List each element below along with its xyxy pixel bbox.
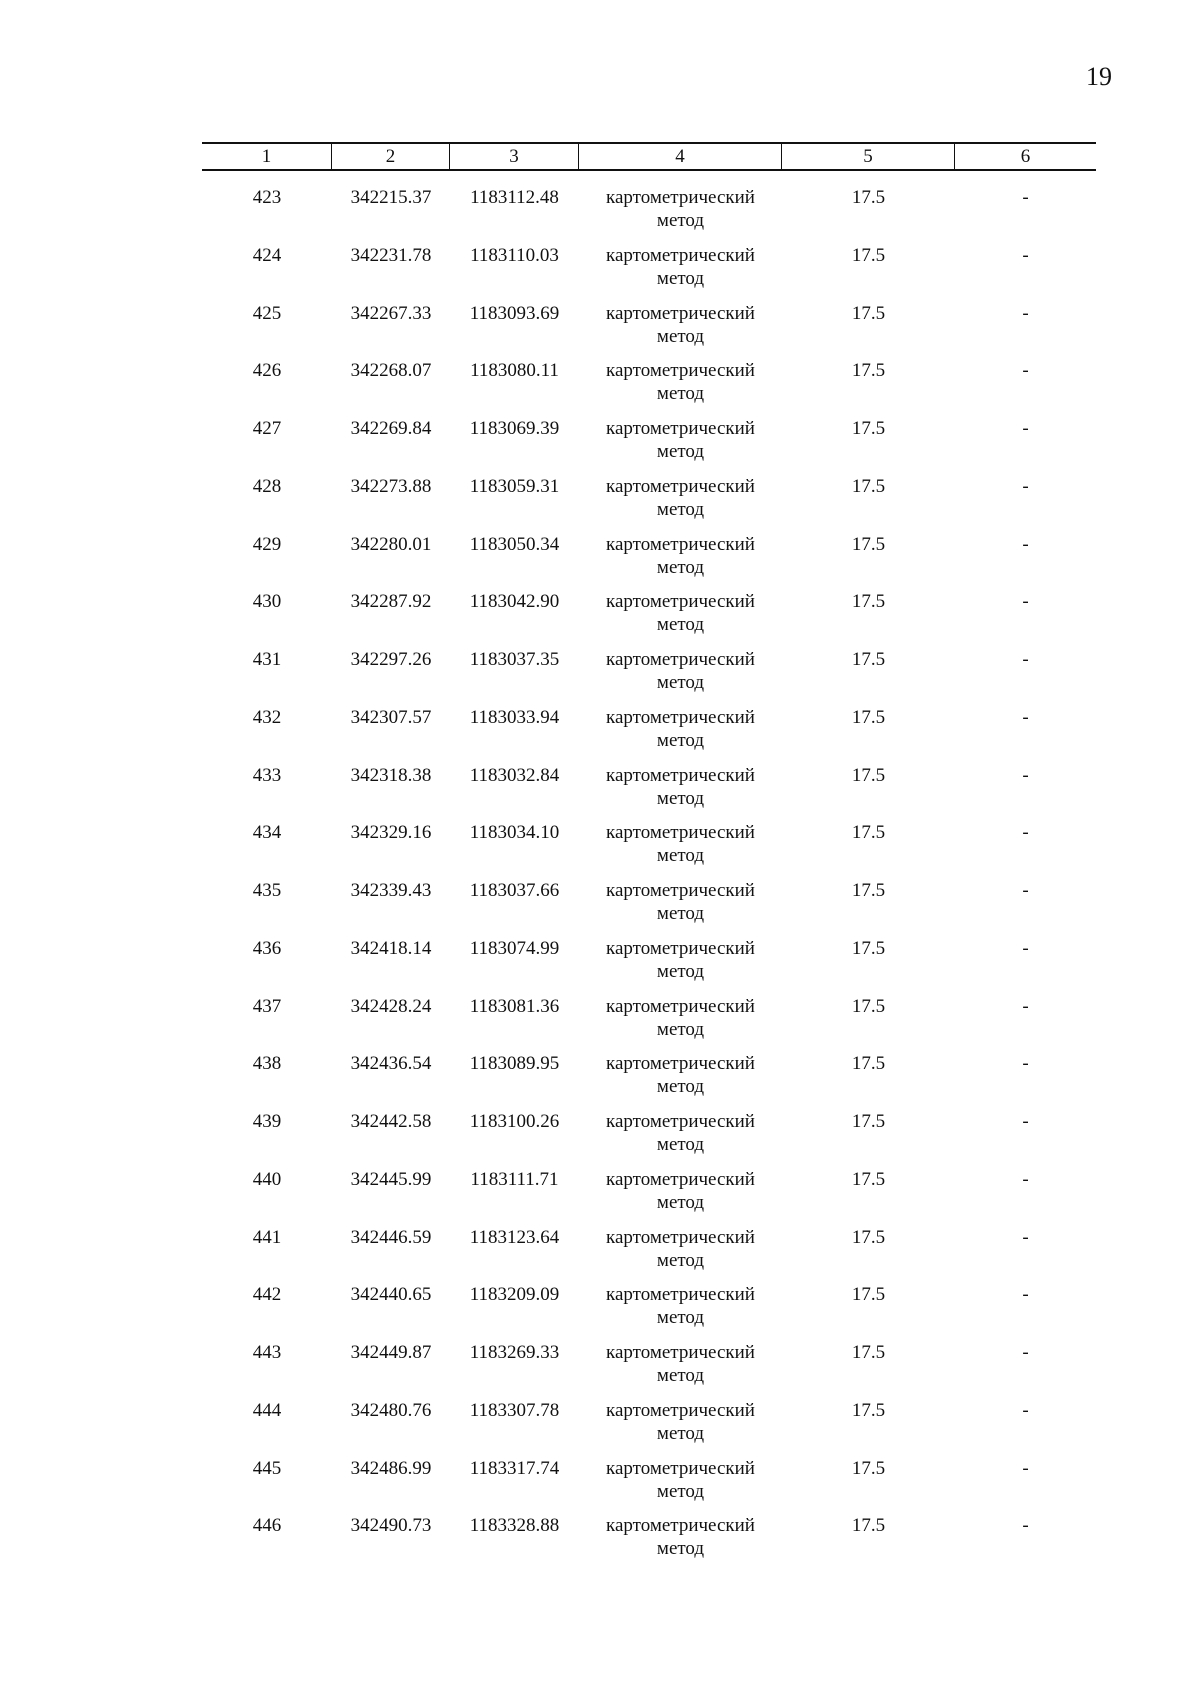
method-line-1: картометрический xyxy=(606,764,755,786)
coordinate-y-cell: 1183069.39 xyxy=(469,418,560,439)
coordinate-x-cell: 342280.01 xyxy=(350,533,432,555)
method-cell xyxy=(579,302,782,360)
accuracy-cell: 17.5 xyxy=(851,995,886,1017)
accuracy-cell: 17.5 xyxy=(851,706,886,728)
accuracy-cell: 17.5 xyxy=(851,1111,886,1132)
method-line-2: метод xyxy=(656,267,705,289)
coordinate-x-cell: 342486.99 xyxy=(350,1457,432,1479)
coordinate-x-cell: 342339.43 xyxy=(350,880,432,901)
method-line-1: картометрический xyxy=(606,880,755,901)
coordinate-x-cell: 342329.16 xyxy=(350,822,432,844)
method-line-1: картометрический xyxy=(606,1457,755,1479)
method-line-2: метод xyxy=(656,1307,705,1329)
method-cell xyxy=(579,706,782,764)
coordinate-x-cell: 342490.73 xyxy=(350,1515,432,1537)
point-number-cell: 445 xyxy=(252,1457,282,1479)
note-cell: - xyxy=(1022,360,1029,382)
method-line-2: метод xyxy=(656,1422,705,1444)
note-cell: - xyxy=(1022,1168,1029,1190)
accuracy-cell: 17.5 xyxy=(851,1284,886,1306)
coordinate-x-cell: 342446.59 xyxy=(350,1226,432,1248)
note-cell: - xyxy=(1022,764,1029,786)
point-number-cell: 429 xyxy=(252,533,282,555)
note-cell: - xyxy=(1022,187,1029,208)
note-cell: - xyxy=(1022,1284,1029,1306)
coordinate-x-cell: 342268.07 xyxy=(350,360,432,382)
coordinate-x-cell: 342442.58 xyxy=(350,1111,432,1132)
point-number-cell: 433 xyxy=(252,764,282,786)
note-cell: - xyxy=(1022,475,1029,497)
method-cell xyxy=(579,995,782,1053)
table-row xyxy=(202,359,1096,417)
method-line-2: метод xyxy=(656,960,705,982)
method-line-2: метод xyxy=(656,672,705,693)
table-row xyxy=(202,1226,1096,1284)
coordinate-x-cell: 342267.33 xyxy=(350,302,432,324)
column-header-2: 2 xyxy=(332,144,450,169)
coordinate-y-cell: 1183317.74 xyxy=(469,1457,560,1479)
table-row xyxy=(202,1110,1096,1168)
point-number-cell: 446 xyxy=(252,1515,282,1537)
method-cell xyxy=(579,937,782,995)
method-line-1: картометрический xyxy=(606,244,755,266)
table-row xyxy=(202,1168,1096,1226)
point-number-cell: 430 xyxy=(252,591,282,613)
note-cell: - xyxy=(1022,533,1029,555)
point-number-cell: 428 xyxy=(252,475,282,497)
accuracy-cell: 17.5 xyxy=(851,1226,886,1248)
table-row xyxy=(202,995,1096,1053)
coordinate-y-cell: 1183032.84 xyxy=(469,764,560,786)
table-row xyxy=(202,302,1096,360)
coordinate-x-cell: 342428.24 xyxy=(350,995,432,1017)
method-line-2: метод xyxy=(656,1191,705,1213)
note-cell: - xyxy=(1022,1399,1029,1421)
table-row xyxy=(202,1514,1096,1572)
accuracy-cell: 17.5 xyxy=(851,649,886,670)
accuracy-cell: 17.5 xyxy=(851,1053,886,1075)
point-number-cell: 443 xyxy=(252,1342,282,1363)
method-line-1: картометрический xyxy=(606,1053,755,1075)
column-header-6: 6 xyxy=(1020,146,1031,167)
page-number: 19 xyxy=(1086,62,1112,91)
table-row xyxy=(202,937,1096,995)
accuracy-cell: 17.5 xyxy=(851,1515,886,1537)
coordinate-y-cell: 1183033.94 xyxy=(469,706,560,728)
method-line-2: метод xyxy=(656,729,705,751)
coordinate-x-cell: 342287.92 xyxy=(350,591,432,613)
method-line-1: картометрический xyxy=(606,1399,755,1421)
method-line-2: метод xyxy=(656,1249,705,1271)
table-body xyxy=(202,186,1096,1572)
coordinate-y-cell: 1183059.31 xyxy=(469,475,560,497)
point-number-cell: 426 xyxy=(252,360,282,382)
note-cell: - xyxy=(1022,1226,1029,1248)
method-line-2: метод xyxy=(656,556,705,578)
column-header-1: 1 xyxy=(202,144,332,169)
table-row xyxy=(202,1399,1096,1457)
table-row xyxy=(202,1052,1096,1110)
column-header-5: 5 xyxy=(782,144,955,169)
point-number-cell: 427 xyxy=(252,418,282,439)
point-number-cell: 435 xyxy=(252,880,282,901)
table-row xyxy=(202,417,1096,475)
accuracy-cell: 17.5 xyxy=(851,1457,886,1479)
table-row xyxy=(202,764,1096,822)
point-number-cell: 424 xyxy=(252,244,282,266)
table-row xyxy=(202,821,1096,879)
coordinate-y-cell: 1183081.36 xyxy=(469,995,560,1017)
note-cell: - xyxy=(1022,706,1029,728)
table-row xyxy=(202,706,1096,764)
note-cell: - xyxy=(1022,822,1029,844)
coordinate-x-cell: 342273.88 xyxy=(350,475,432,497)
note-cell: - xyxy=(1022,1111,1029,1132)
method-line-1: картометрический xyxy=(606,1284,755,1306)
accuracy-cell: 17.5 xyxy=(851,1342,886,1363)
coordinate-y-cell: 1183034.10 xyxy=(469,822,560,844)
accuracy-cell: 17.5 xyxy=(851,764,886,786)
note-cell: - xyxy=(1022,1457,1029,1479)
accuracy-cell: 17.5 xyxy=(851,187,886,208)
accuracy-cell: 17.5 xyxy=(851,822,886,844)
coordinate-x-cell: 342440.65 xyxy=(350,1284,432,1306)
coordinate-y-cell: 1183269.33 xyxy=(469,1342,560,1363)
method-line-1: картометрический xyxy=(606,302,755,324)
coordinate-y-cell: 1183093.69 xyxy=(469,302,560,324)
method-line-2: метод xyxy=(656,210,705,231)
method-cell xyxy=(579,359,782,417)
accuracy-cell: 17.5 xyxy=(851,937,886,959)
method-line-2: метод xyxy=(656,1018,705,1040)
method-line-2: метод xyxy=(656,1538,705,1560)
note-cell: - xyxy=(1022,1515,1029,1537)
method-line-2: метод xyxy=(656,1076,705,1098)
accuracy-cell: 17.5 xyxy=(851,1168,886,1190)
coordinate-y-cell: 1183112.48 xyxy=(470,187,559,208)
note-cell: - xyxy=(1022,1053,1029,1075)
point-number-cell: 423 xyxy=(252,187,282,208)
table-row xyxy=(202,1283,1096,1341)
method-cell xyxy=(579,244,782,302)
coordinate-y-cell: 1183100.26 xyxy=(469,1111,560,1132)
method-line-1: картометрический xyxy=(606,533,755,555)
accuracy-cell: 17.5 xyxy=(851,533,886,555)
method-cell xyxy=(579,1514,782,1572)
coordinate-x-cell: 342269.84 xyxy=(350,418,432,439)
method-cell xyxy=(579,879,782,937)
method-cell xyxy=(579,417,782,475)
coordinate-y-cell: 1183123.64 xyxy=(469,1226,560,1248)
method-cell xyxy=(579,186,782,244)
table-row xyxy=(202,648,1096,706)
method-line-2: метод xyxy=(656,441,705,462)
method-line-1: картометрический xyxy=(606,1515,755,1537)
method-line-2: метод xyxy=(656,325,705,347)
table-row xyxy=(202,1457,1096,1515)
table-row xyxy=(202,533,1096,591)
coordinate-x-cell: 342418.14 xyxy=(350,937,432,959)
method-line-1: картометрический xyxy=(606,1111,755,1132)
method-line-1: картометрический xyxy=(606,187,755,208)
method-cell xyxy=(579,1168,782,1226)
method-line-1: картометрический xyxy=(606,591,755,613)
method-cell xyxy=(579,590,782,648)
coordinate-x-cell: 342436.54 xyxy=(350,1053,432,1075)
method-line-1: картометрический xyxy=(606,1342,755,1363)
method-line-1: картометрический xyxy=(606,706,755,728)
coordinate-y-cell: 1183050.34 xyxy=(469,533,560,555)
table-row xyxy=(202,879,1096,937)
note-cell: - xyxy=(1022,937,1029,959)
point-number-cell: 432 xyxy=(252,706,282,728)
note-cell: - xyxy=(1022,649,1029,670)
method-cell xyxy=(579,1341,782,1399)
method-cell xyxy=(579,821,782,879)
coordinate-y-cell: 1183209.09 xyxy=(469,1284,560,1306)
method-cell xyxy=(579,1110,782,1168)
coordinate-y-cell: 1183111.71 xyxy=(470,1168,559,1190)
method-cell xyxy=(579,1283,782,1341)
point-number-cell: 436 xyxy=(252,937,282,959)
coordinate-y-cell: 1183037.66 xyxy=(469,880,560,901)
method-line-1: картометрический xyxy=(606,937,755,959)
method-line-2: метод xyxy=(656,787,705,809)
column-header-3: 3 xyxy=(450,144,579,169)
method-line-2: метод xyxy=(656,845,705,867)
point-number-cell: 437 xyxy=(252,995,282,1017)
accuracy-cell: 17.5 xyxy=(851,475,886,497)
coordinate-y-cell: 1183089.95 xyxy=(469,1053,560,1075)
coordinate-x-cell: 342480.76 xyxy=(350,1399,432,1421)
note-cell: - xyxy=(1022,880,1029,901)
coordinate-x-cell: 342445.99 xyxy=(350,1168,432,1190)
note-cell: - xyxy=(1022,244,1029,266)
coordinate-x-cell: 342449.87 xyxy=(350,1342,432,1363)
method-cell xyxy=(579,1457,782,1515)
table-row xyxy=(202,475,1096,533)
point-number-cell: 442 xyxy=(252,1284,282,1306)
accuracy-cell: 17.5 xyxy=(851,244,886,266)
accuracy-cell: 17.5 xyxy=(851,1399,886,1421)
note-cell: - xyxy=(1022,995,1029,1017)
point-number-cell: 440 xyxy=(252,1168,282,1190)
method-line-2: метод xyxy=(656,1480,705,1502)
method-line-1: картометрический xyxy=(606,649,755,670)
point-number-cell: 434 xyxy=(252,822,282,844)
accuracy-cell: 17.5 xyxy=(851,360,886,382)
method-cell xyxy=(579,533,782,591)
coordinate-y-cell: 1183042.90 xyxy=(469,591,560,613)
note-cell: - xyxy=(1022,1342,1029,1363)
table-row xyxy=(202,1341,1096,1399)
method-line-2: метод xyxy=(656,1134,705,1155)
note-cell: - xyxy=(1022,591,1029,613)
method-line-1: картометрический xyxy=(606,418,755,439)
coordinate-x-cell: 342297.26 xyxy=(350,649,432,670)
coordinate-y-cell: 1183328.88 xyxy=(469,1515,560,1537)
note-cell: - xyxy=(1022,418,1029,439)
point-number-cell: 438 xyxy=(252,1053,282,1075)
column-header-4: 4 xyxy=(579,144,782,169)
method-line-1: картометрический xyxy=(606,822,755,844)
coordinate-y-cell: 1183307.78 xyxy=(469,1399,560,1421)
coordinate-x-cell: 342307.57 xyxy=(350,706,432,728)
method-line-1: картометрический xyxy=(606,360,755,382)
method-line-2: метод xyxy=(656,1365,705,1386)
method-cell xyxy=(579,1399,782,1457)
coordinate-y-cell: 1183074.99 xyxy=(469,937,560,959)
note-cell: - xyxy=(1022,302,1029,324)
method-cell xyxy=(579,764,782,822)
accuracy-cell: 17.5 xyxy=(851,302,886,324)
point-number-cell: 441 xyxy=(252,1226,282,1248)
method-cell xyxy=(579,1052,782,1110)
method-line-2: метод xyxy=(656,614,705,636)
accuracy-cell: 17.5 xyxy=(851,591,886,613)
method-line-1: картометрический xyxy=(606,1226,755,1248)
method-line-2: метод xyxy=(656,903,705,924)
coordinate-y-cell: 1183110.03 xyxy=(470,244,559,266)
point-number-cell: 439 xyxy=(252,1111,282,1132)
table-row xyxy=(202,186,1096,244)
coordinate-x-cell: 342231.78 xyxy=(350,244,432,266)
method-cell xyxy=(579,1226,782,1284)
point-number-cell: 444 xyxy=(252,1399,282,1421)
point-number-cell: 431 xyxy=(252,649,282,670)
table-row xyxy=(202,244,1096,302)
coordinate-x-cell: 342215.37 xyxy=(350,187,432,208)
method-line-1: картометрический xyxy=(606,1168,755,1190)
coordinate-x-cell: 342318.38 xyxy=(350,764,432,786)
method-line-2: метод xyxy=(656,383,705,405)
coordinate-y-cell: 1183037.35 xyxy=(469,649,560,670)
accuracy-cell: 17.5 xyxy=(851,418,886,439)
method-line-1: картометрический xyxy=(606,995,755,1017)
coordinate-y-cell: 1183080.11 xyxy=(470,360,559,382)
method-line-1: картометрический xyxy=(606,475,755,497)
method-cell xyxy=(579,475,782,533)
table-header xyxy=(202,142,1096,171)
method-cell xyxy=(579,648,782,706)
method-line-2: метод xyxy=(656,498,705,520)
point-number-cell: 425 xyxy=(252,302,282,324)
accuracy-cell: 17.5 xyxy=(851,880,886,901)
table-row xyxy=(202,590,1096,648)
